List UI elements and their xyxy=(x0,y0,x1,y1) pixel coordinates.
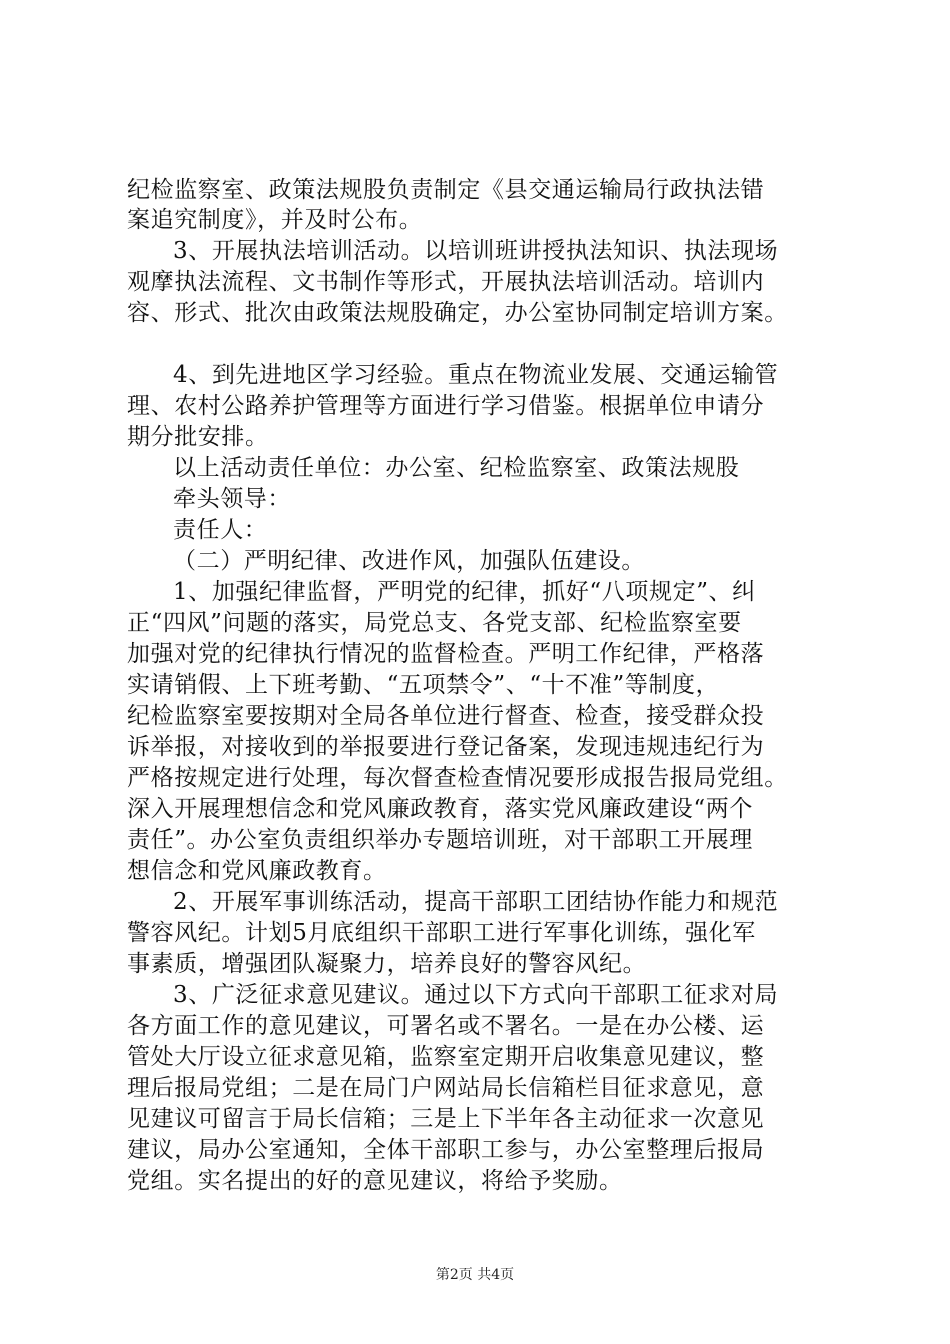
text-line: 建议，局办公室通知，全体干部职工参与，办公室整理后报局 xyxy=(127,1137,765,1163)
text-line: 深入开展理想信念和党风廉政教育，落实党风廉政建设“两个 xyxy=(127,796,753,822)
text-line: 责任人： xyxy=(173,517,268,543)
text-line: 纪检监察室要按期对全局各单位进行督查、检查，接受群众投 xyxy=(127,703,765,729)
text-line: 2、开展军事训练活动，提高干部职工团结协作能力和规范 xyxy=(173,889,779,915)
text-line: 管处大厅设立征求意见箱，监察室定期开启收集意见建议，整 xyxy=(127,1044,765,1070)
text-line: 3、广泛征求意见建议。通过以下方式向干部职工征求对局 xyxy=(173,982,779,1008)
text-line: 容、形式、批次由政策法规股确定，办公室协同制定培训方案。 xyxy=(127,300,788,326)
text-line: 党组。实名提出的好的意见建议，将给予奖励。 xyxy=(127,1168,623,1194)
text-line: 严格按规定进行处理，每次督查检查情况要形成报告报局党组。 xyxy=(127,765,788,791)
text-line: 实请销假、上下班考勤、“五项禁令”、“十不准”等制度， xyxy=(127,672,720,698)
text-line: 加强对党的纪律执行情况的监督检查。严明工作纪律，严格落 xyxy=(127,641,765,667)
text-line: 纪检监察室、政策法规股负责制定《县交通运输局行政执法错 xyxy=(127,177,765,203)
text-line: 3、开展执法培训活动。以培训班讲授执法知识、执法现场 xyxy=(173,238,779,264)
text-line: 诉举报，对接收到的举报要进行登记备案，发现违规违纪行为 xyxy=(127,734,765,760)
text-line: 想信念和党风廉政教育。 xyxy=(127,858,387,884)
text-line: 以上活动责任单位：办公室、纪检监察室、政策法规股 xyxy=(173,455,740,481)
text-line: 理、农村公路养护管理等方面进行学习借鉴。根据单位申请分 xyxy=(127,393,765,419)
text-line: 各方面工作的意见建议，可署名或不署名。一是在办公楼、运 xyxy=(127,1013,765,1039)
text-line: 1、加强纪律监督，严明党的纪律，抓好“八项规定”、纠 xyxy=(173,579,756,605)
text-line: 见建议可留言于局长信箱；三是上下半年各主动征求一次意见 xyxy=(127,1106,765,1132)
text-line: 事素质，增强团队凝聚力，培养良好的警容风纪。 xyxy=(127,951,647,977)
text-line: 期分批安排。 xyxy=(127,424,269,450)
page-number-footer: 第2页 共4页 xyxy=(435,1267,515,1283)
text-line: 观摩执法流程、文书制作等形式，开展执法培训活动。培训内 xyxy=(127,269,765,295)
text-line: 4、到先进地区学习经验。重点在物流业发展、交通运输管 xyxy=(173,362,779,388)
text-line: 责任”。办公室负责组织举办专题培训班，对干部职工开展理 xyxy=(127,827,753,853)
text-line: 牵头领导： xyxy=(173,486,291,512)
text-line: 案追究制度》，并及时公布。 xyxy=(127,207,423,233)
section-heading: （二）严明纪律、改进作风，加强队伍建设。 xyxy=(173,548,645,574)
text-line: 正“四风”问题的落实，局党总支、各党支部、纪检监察室要 xyxy=(127,610,742,636)
text-line: 理后报局党组；二是在局门户网站局长信箱栏目征求意见，意 xyxy=(127,1075,765,1101)
text-line: 警容风纪。计划5月底组织干部职工进行军事化训练，强化军 xyxy=(127,920,756,946)
